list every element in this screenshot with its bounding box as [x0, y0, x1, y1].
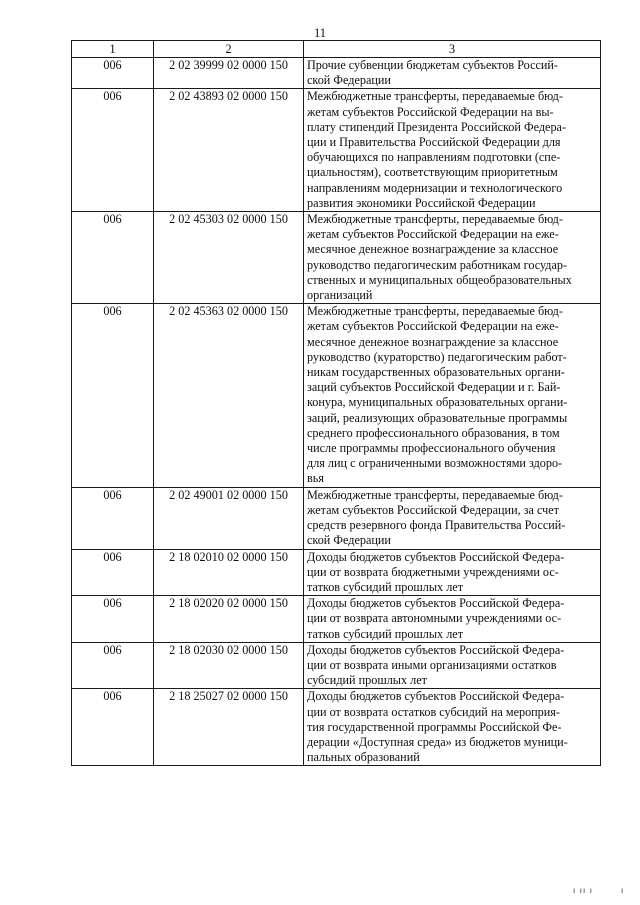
revenue-name-line: жетам субъектов Российской Федерации на еже- — [307, 227, 559, 242]
revenue-name-line: средств резервного фонда Правительства Россий- — [307, 518, 566, 533]
revenue-name-cell — [304, 58, 601, 89]
revenue-name-line: месячное денежное вознаграждение за классное — [307, 334, 559, 349]
admin-code-cell: 006 — [72, 642, 154, 689]
budget-classification-code-cell: 2 18 02020 02 0000 150 — [154, 596, 304, 643]
revenue-name-line: руководство педагогическим работникам государ- — [307, 257, 568, 272]
revenue-name-line: плату стипендий Президента Российской Федера- — [307, 119, 567, 134]
revenue-name-cell — [304, 549, 601, 596]
admin-code-cell: 006 — [72, 212, 154, 304]
table-row — [72, 58, 601, 89]
revenue-name-line: конура, муниципальных образовательных органи- — [307, 395, 568, 410]
revenue-name-line: Прочие субвенции бюджетам субъектов Россий- — [307, 58, 558, 72]
admin-code-cell: 006 — [72, 58, 154, 89]
revenue-name-line: циальностям), соответствующим приоритетным — [307, 165, 558, 180]
table-row — [72, 304, 601, 487]
table-row — [72, 89, 601, 212]
revenue-name-line: Доходы бюджетов субъектов Российской Федера- — [307, 642, 565, 657]
revenue-name-line: среднего профессионального образования, в том — [307, 425, 560, 440]
revenue-name-line: направлениям модернизации и технологического — [307, 180, 563, 195]
revenue-name-line: Доходы бюджетов субъектов Российской Федера- — [307, 596, 565, 611]
revenue-name-line: жетам субъектов Российской Федерации на еже- — [307, 319, 559, 334]
table-body — [72, 58, 601, 766]
header-col-1: 1 — [72, 41, 154, 58]
revenue-name-line: обучающихся по направлениям подготовки (спе- — [307, 150, 561, 165]
header-col-2: 2 — [154, 41, 304, 58]
table-row — [72, 212, 601, 304]
revenue-name-line: жетам субъектов Российской Федерации, за счет — [307, 502, 559, 517]
page-number: 11 — [313, 26, 327, 40]
revenue-name-line: пальных образований — [307, 750, 420, 765]
budget-classification-code-cell: 2 02 43893 02 0000 150 — [154, 89, 304, 212]
revenue-name-line: заций, реализующих образовательные программы — [307, 410, 568, 425]
header-col-3: 3 — [304, 41, 601, 58]
revenue-name-line: Доходы бюджетов субъектов Российской Федера- — [307, 689, 565, 704]
admin-code-cell: 006 — [72, 689, 154, 766]
revenue-name-line: заций субъектов Российской Федерации и г. Бай- — [307, 380, 561, 395]
revenue-name-line: татков субсидий прошлых лет — [307, 579, 464, 594]
revenue-name-cell — [304, 689, 601, 766]
revenue-name-line: татков субсидий прошлых лет — [307, 626, 464, 641]
budget-classification-code-cell: 2 02 49001 02 0000 150 — [154, 487, 304, 549]
revenue-name-line: развития экономики Российской Федерации — [307, 195, 536, 210]
admin-code-cell: 006 — [72, 549, 154, 596]
revenue-name-cell — [304, 89, 601, 212]
table-row — [72, 487, 601, 549]
revenue-name-line: месячное денежное вознаграждение за классное — [307, 242, 559, 257]
revenue-name-line: Межбюджетные трансферты, передаваемые бюд- — [307, 304, 563, 319]
admin-code-cell: 006 — [72, 304, 154, 487]
admin-code-cell: 006 — [72, 487, 154, 549]
budget-classification-code-cell: 2 02 45303 02 0000 150 — [154, 212, 304, 304]
revenue-name-line: руководство (кураторство) педагогическим работ- — [307, 349, 567, 364]
table-row — [72, 642, 601, 689]
table-header-row — [72, 41, 601, 58]
budget-revenue-table — [71, 40, 601, 766]
revenue-name-line: ции от возврата иными организациями остатков — [307, 657, 557, 672]
revenue-name-cell — [304, 212, 601, 304]
revenue-name-line: Доходы бюджетов субъектов Российской Федера- — [307, 549, 565, 564]
revenue-name-line: ственных и муниципальных общеобразовательных — [307, 272, 572, 287]
table-row — [72, 549, 601, 596]
revenue-name-line: дерации «Доступная среда» из бюджетов муници- — [307, 734, 568, 749]
revenue-name-line: числе программы профессионального обучения — [307, 441, 556, 456]
revenue-name-line: ции от возврата автономными учреждениями ос- — [307, 611, 562, 626]
revenue-name-line: ской Федерации — [307, 533, 391, 548]
revenue-name-line: тия государственной программы Российской Фе- — [307, 719, 562, 734]
revenue-name-line: вья — [307, 471, 324, 486]
revenue-name-line: жетам субъектов Российской Федерации на вы- — [307, 104, 554, 119]
revenue-name-line: ции от возврата остатков субсидий на мероприя- — [307, 704, 560, 719]
revenue-name-line: ции и Правительства Российской Федерации для — [307, 135, 561, 150]
scan-mark-left: ı ıı ı — [573, 886, 593, 895]
revenue-name-line: ской Федерации — [307, 73, 391, 88]
budget-classification-code-cell: 2 18 25027 02 0000 150 — [154, 689, 304, 766]
revenue-name-cell — [304, 642, 601, 689]
table-row — [72, 689, 601, 766]
revenue-name-line: Межбюджетные трансферты, передаваемые бюд- — [307, 89, 563, 104]
revenue-name-line: Межбюджетные трансферты, передаваемые бюд- — [307, 212, 563, 227]
revenue-name-line: для лиц с ограниченными возможностями здоро- — [307, 456, 563, 471]
budget-classification-code-cell: 2 02 45363 02 0000 150 — [154, 304, 304, 487]
budget-classification-code-cell: 2 18 02010 02 0000 150 — [154, 549, 304, 596]
revenue-name-line: Межбюджетные трансферты, передаваемые бюд- — [307, 487, 563, 502]
revenue-name-line: субсидий прошлых лет — [307, 673, 427, 688]
scan-mark-right: ı — [621, 886, 624, 895]
revenue-name-line: организаций — [307, 288, 373, 303]
table-row — [72, 596, 601, 643]
admin-code-cell: 006 — [72, 89, 154, 212]
revenue-name-line: никам государственных образовательных органи- — [307, 365, 565, 380]
admin-code-cell: 006 — [72, 596, 154, 643]
revenue-name-cell — [304, 304, 601, 487]
revenue-name-cell — [304, 596, 601, 643]
budget-classification-code-cell: 2 02 39999 02 0000 150 — [154, 58, 304, 89]
budget-classification-code-cell: 2 18 02030 02 0000 150 — [154, 642, 304, 689]
revenue-name-line: ции от возврата бюджетными учреждениями ос- — [307, 564, 559, 579]
revenue-name-cell — [304, 487, 601, 549]
